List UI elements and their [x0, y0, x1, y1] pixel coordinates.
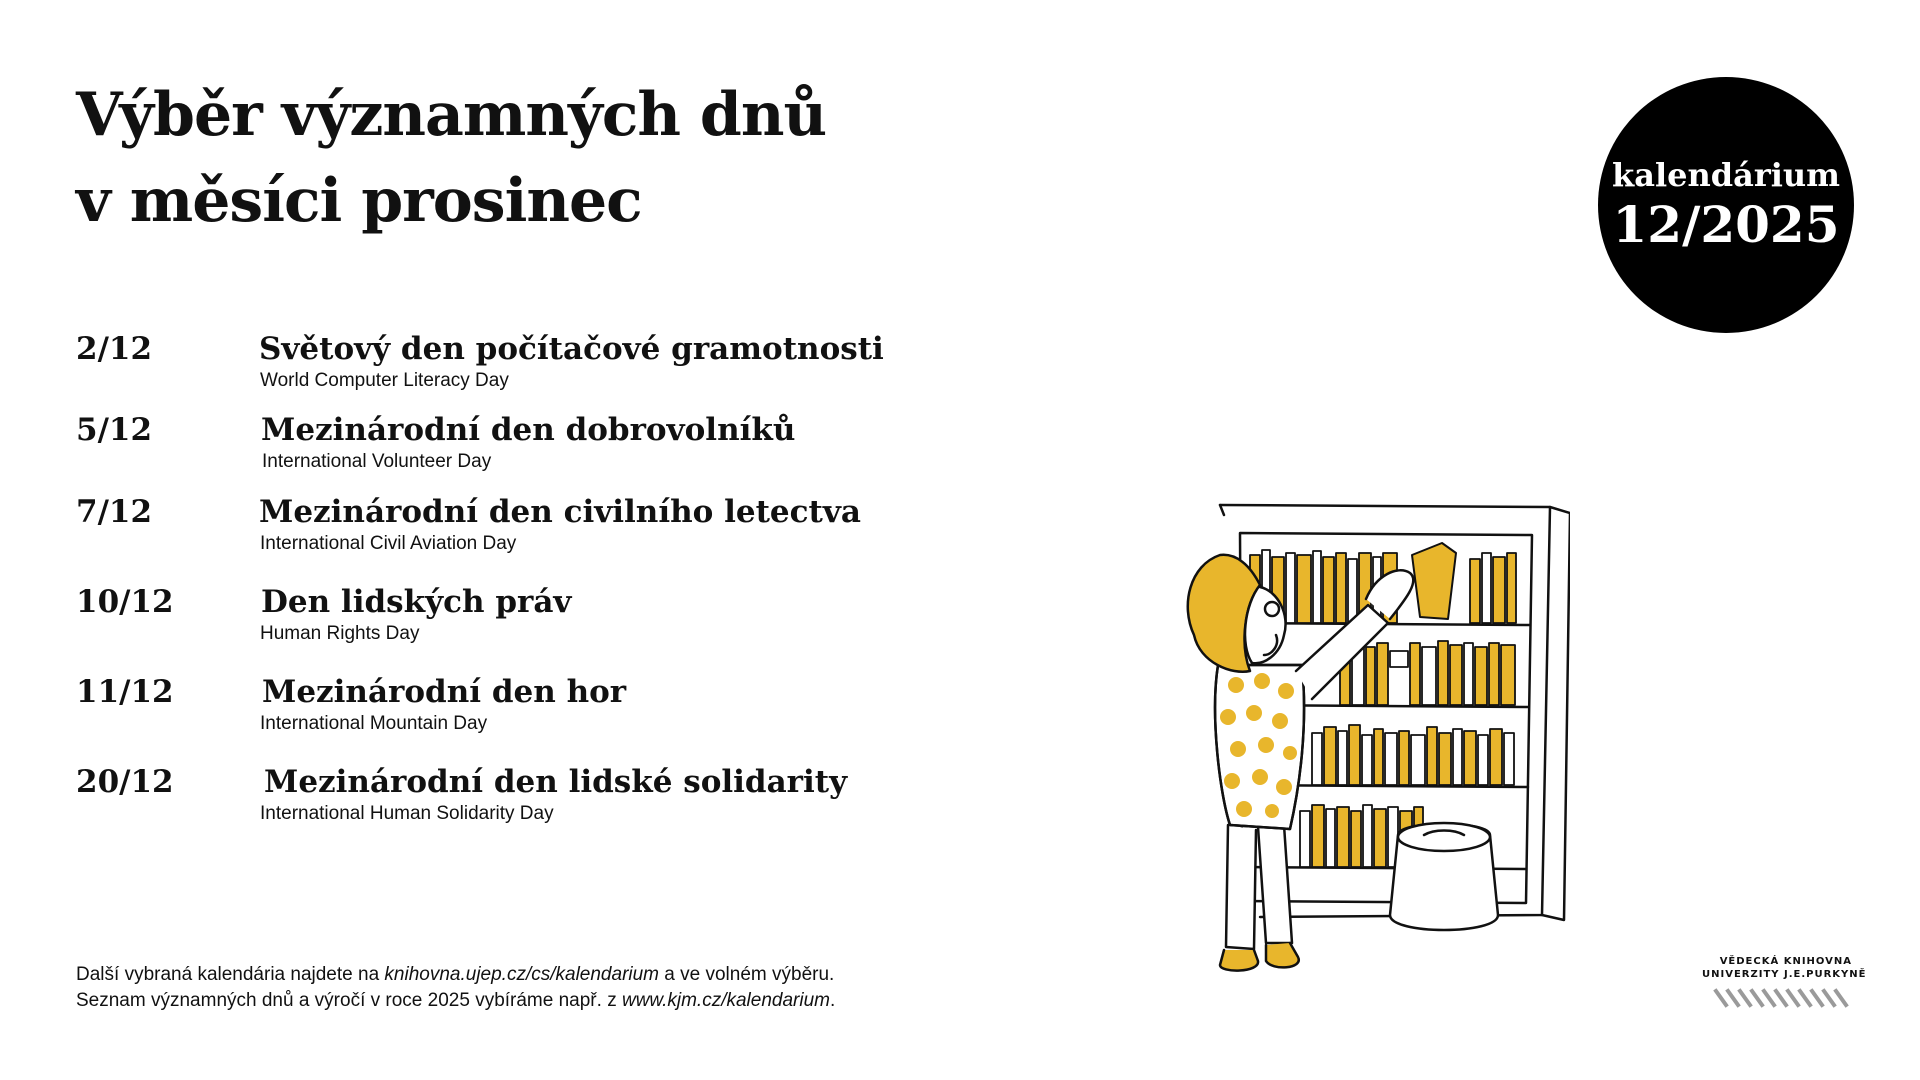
event-date: 10/12: [76, 584, 174, 620]
badge-period: 12/2025: [1612, 195, 1840, 254]
footer-text: Další vybraná kalendária najdete na: [76, 964, 385, 985]
event-date: 5/12: [76, 412, 153, 448]
event-subtitle: International Civil Aviation Day: [260, 533, 517, 554]
kjm-link[interactable]: www.kjm.cz/kalendarium: [621, 990, 830, 1011]
library-logo: [1702, 955, 1867, 1009]
event-name: Den lidských práv: [261, 584, 572, 620]
events-list: [76, 0, 976, 1080]
event-name: Mezinárodní den dobrovolníků: [261, 412, 796, 448]
event-date: 7/12: [76, 494, 153, 530]
kalendarium-link[interactable]: knihovna.ujep.cz/cs/kalendarium: [384, 964, 660, 985]
footer-text: a ve volném výběru.: [659, 964, 835, 985]
title-line-2: v měsíci prosinec: [76, 166, 642, 236]
logo-line-2: UNIVERZITY J.E.PURKYNĚ: [1702, 969, 1867, 980]
footer-note: [76, 962, 835, 1014]
footer-text: Seznam významných dnů a výročí v roce 2025 vybíráme např. z: [76, 990, 622, 1011]
event-date: 20/12: [76, 764, 174, 800]
event-date: 2/12: [76, 331, 153, 367]
badge-label: kalendárium: [1612, 156, 1840, 194]
footer-line-1: [76, 962, 835, 988]
kalendarium-badge: [1598, 77, 1854, 333]
event-name: Mezinárodní den lidské solidarity: [264, 764, 848, 800]
event-subtitle: International Human Solidarity Day: [260, 803, 554, 824]
event-subtitle: International Volunteer Day: [262, 451, 492, 472]
footer-text: .: [829, 990, 836, 1011]
title-line-1: Výběr významných dnů: [76, 80, 827, 150]
event-subtitle: International Mountain Day: [260, 713, 488, 734]
librarian-bookshelf-illustration: [1180, 495, 1570, 990]
event-date: 11/12: [76, 674, 174, 710]
footer-line-2: [76, 988, 835, 1014]
event-name: Světový den počítačové gramotnosti: [259, 331, 884, 367]
stripes-logo-icon: [1712, 987, 1852, 1009]
logo-line-1: VĚDECKÁ KNIHOVNA: [1719, 956, 1852, 967]
event-name: Mezinárodní den civilního letectva: [259, 494, 861, 530]
event-subtitle: Human Rights Day: [260, 623, 420, 644]
event-name: Mezinárodní den hor: [262, 674, 627, 710]
event-subtitle: World Computer Literacy Day: [260, 370, 509, 391]
